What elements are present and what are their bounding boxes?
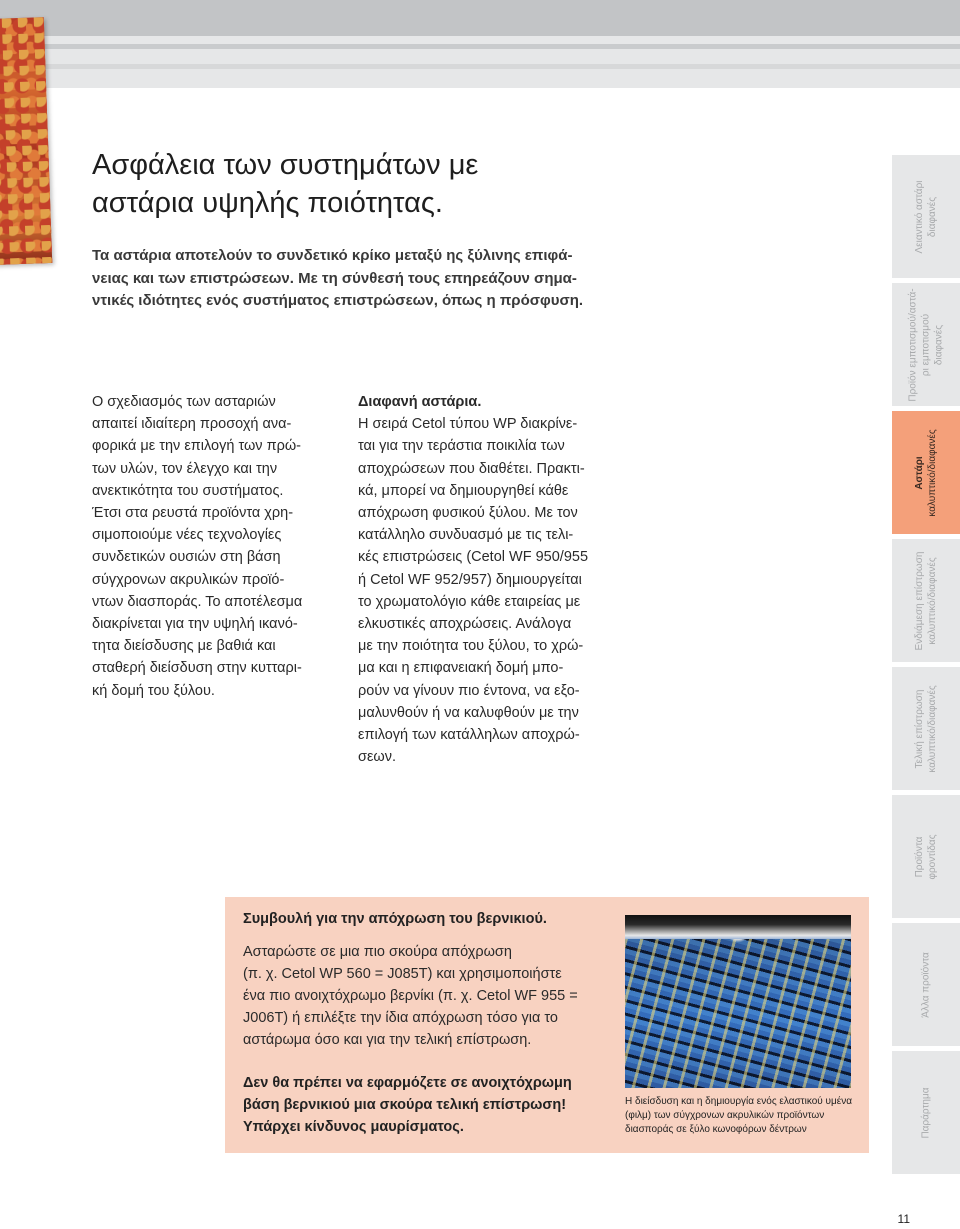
text-line: Η σειρά Cetol τύπου WP διακρίνε- bbox=[358, 416, 578, 433]
right-column-text bbox=[358, 391, 598, 768]
caption-line: Η διείσδυση και η δημιουργία ενός ελαστικού υμένα bbox=[625, 1096, 853, 1107]
text-line: το χρωματολόγιο κάθε εταιρείας με bbox=[358, 593, 581, 610]
micrograph-film-layer bbox=[625, 915, 851, 939]
image-caption bbox=[625, 1095, 857, 1137]
caption-line: (φιλμ) των σύγχρονων ακρυλικών προϊόντων bbox=[625, 1110, 825, 1121]
text-line: μαλυνθούν ή να καλυφθούν με την bbox=[358, 704, 579, 721]
title-line: Ασφάλεια των συστημάτων με bbox=[92, 149, 479, 181]
text-line: ανεκτικότητα του συστήματος. bbox=[92, 482, 284, 499]
autumn-foliage-photo bbox=[0, 17, 52, 265]
tip-warning bbox=[243, 1072, 613, 1138]
intro-line: ντικές ιδιότητες ενός συστήματος επιστρώσεων, όπως η πρόσφυση. bbox=[92, 292, 584, 309]
side-tab-label: Λειαντικό αστάρι διαφανές bbox=[914, 180, 938, 253]
side-tab-label: Αστάρι καλυπτικό/διαφανές bbox=[914, 428, 938, 517]
text-line: ή Cetol WF 952/957) δημιουργείται bbox=[358, 571, 582, 588]
text-line: σιμοποιούμε νέες τεχνολογίες bbox=[92, 527, 282, 544]
side-tab-label: Παράρτημα bbox=[920, 1086, 932, 1139]
text-line: τητα διείσδυσης με βαθιά και bbox=[92, 638, 276, 655]
text-line: (π. χ. Cetol WP 560 = J085T) και χρησιμοποιήστε bbox=[243, 966, 562, 982]
side-tab-primer[interactable] bbox=[892, 411, 960, 534]
side-tab-label: Προϊόν εμποτισμού/αστά- ρι εμποτισμού διαφανές bbox=[907, 287, 945, 402]
text-line: διακρίνεται για την υψηλή ικανό- bbox=[92, 616, 298, 633]
text-line: J006T) ή επιλέξτε την ίδια απόχρωση τόσο για το bbox=[243, 1010, 558, 1026]
intro-line: νειας και των επιστρώσεων. Με τη σύνθεσή τους επηρεάζουν σημα- bbox=[92, 269, 577, 287]
tip-box bbox=[225, 897, 869, 1153]
intro-paragraph bbox=[92, 245, 652, 313]
header-rule bbox=[0, 44, 960, 49]
wood-micrograph-image bbox=[625, 915, 851, 1088]
side-tab-sanding-primer[interactable] bbox=[892, 155, 960, 278]
text-line: σύγχρονων ακρυλικών προϊό- bbox=[92, 571, 285, 588]
text-line: Δεν θα πρέπει να εφαρμόζετε σε ανοιχτόχρωμη bbox=[243, 1075, 572, 1091]
side-tab-label: Άλλα προϊόντα bbox=[920, 951, 932, 1018]
tip-title: Συμβουλή για την απόχρωση του βερνικιού. bbox=[243, 911, 547, 927]
text-line: κατάλληλο συνδυασμό με τις τελι- bbox=[358, 527, 574, 544]
text-line: απαιτεί ιδιαίτερη προσοχή ανα- bbox=[92, 416, 292, 433]
text-line: επιλογή των κατάλληλων αποχρώ- bbox=[358, 727, 580, 744]
text-line: με την ποιότητα του ξύλου, το χρώ- bbox=[358, 638, 584, 655]
side-tab-label: Ενδιάμεση επίστρωση καλυπτικό/διαφανές bbox=[914, 551, 938, 650]
text-line: ελκυστικές αποχρώσεις. Ανάλογα bbox=[358, 616, 572, 633]
left-column-text bbox=[92, 391, 332, 702]
text-line: μα και η επιφανειακή δομή μπο- bbox=[358, 660, 564, 677]
tip-body bbox=[243, 941, 608, 1051]
text-line: συνδετικών ουσιών στη βάση bbox=[92, 549, 281, 566]
header-rule bbox=[0, 64, 960, 69]
text-line: Ασταρώστε σε μια πιο σκούρα απόχρωση bbox=[243, 944, 512, 960]
text-line: βάση βερνικιού μια σκούρα τελική επίστρωση! bbox=[243, 1097, 567, 1113]
text-line: κά, μπορεί να δημιουργηθεί κάθε bbox=[358, 482, 569, 499]
header-bar bbox=[0, 0, 960, 36]
caption-line: διασποράς σε ξύλο κωνοφόρων δέντρων bbox=[625, 1124, 807, 1135]
side-tab-intermediate-coat[interactable] bbox=[892, 539, 960, 662]
section-heading: Διαφανή αστάρια. bbox=[358, 394, 482, 410]
text-line: αστάρωμα όσο και για την τελική επίστρωση. bbox=[243, 1032, 532, 1048]
text-line: σταθερή διείσδυση στην κυτταρι- bbox=[92, 660, 302, 677]
text-line: ντων διασποράς. Το αποτέλεσμα bbox=[92, 593, 303, 610]
text-line: απόχρωση φυσικού ξύλου. Με τον bbox=[358, 505, 578, 522]
side-tab-label: Τελική επίστρωση καλυπτικό/διαφανές bbox=[914, 684, 938, 773]
page-number: 11 bbox=[897, 1212, 910, 1226]
text-line: ρούν να γίνουν πιο έντονα, να εξο- bbox=[358, 682, 580, 699]
side-tab-impregnation[interactable] bbox=[892, 283, 960, 406]
side-tab-label: Προϊόντα φροντίδας bbox=[914, 833, 938, 880]
title-line: αστάρια υψηλής ποιότητας. bbox=[92, 187, 443, 219]
text-line: κή δομή του ξύλου. bbox=[92, 682, 215, 699]
text-line: ένα πιο ανοιχτόχρωμο βερνίκι (π. χ. Cetol WF 955 = bbox=[243, 988, 578, 1004]
text-line: ται για την τεράστια ποικιλία των bbox=[358, 438, 565, 455]
text-line: των υλών, τον έλεγχο και την bbox=[92, 460, 278, 477]
page-title bbox=[92, 146, 652, 222]
text-line: κές επιστρώσεις (Cetol WF 950/955 bbox=[358, 549, 589, 566]
text-line: Υπάρχει κίνδυνος μαυρίσματος. bbox=[243, 1119, 464, 1135]
text-line: Ο σχεδιασμός των ασταριών bbox=[92, 394, 276, 410]
side-tab-care-products[interactable] bbox=[892, 795, 960, 918]
text-line: Έτσι στα ρευστά προϊόντα χρη- bbox=[92, 505, 294, 522]
side-tab-top-coat[interactable] bbox=[892, 667, 960, 790]
side-tab-other-products[interactable] bbox=[892, 923, 960, 1046]
intro-line: Τα αστάρια αποτελούν το συνδετικό κρίκο μεταξύ ης ξύλινης επιφά- bbox=[92, 247, 573, 264]
text-line: φορικά με την επιλογή των πρώ- bbox=[92, 438, 301, 455]
side-tab-appendix[interactable] bbox=[892, 1051, 960, 1174]
text-line: σεων. bbox=[358, 749, 397, 766]
text-line: αποχρώσεων που διαθέτει. Πρακτι- bbox=[358, 460, 585, 477]
